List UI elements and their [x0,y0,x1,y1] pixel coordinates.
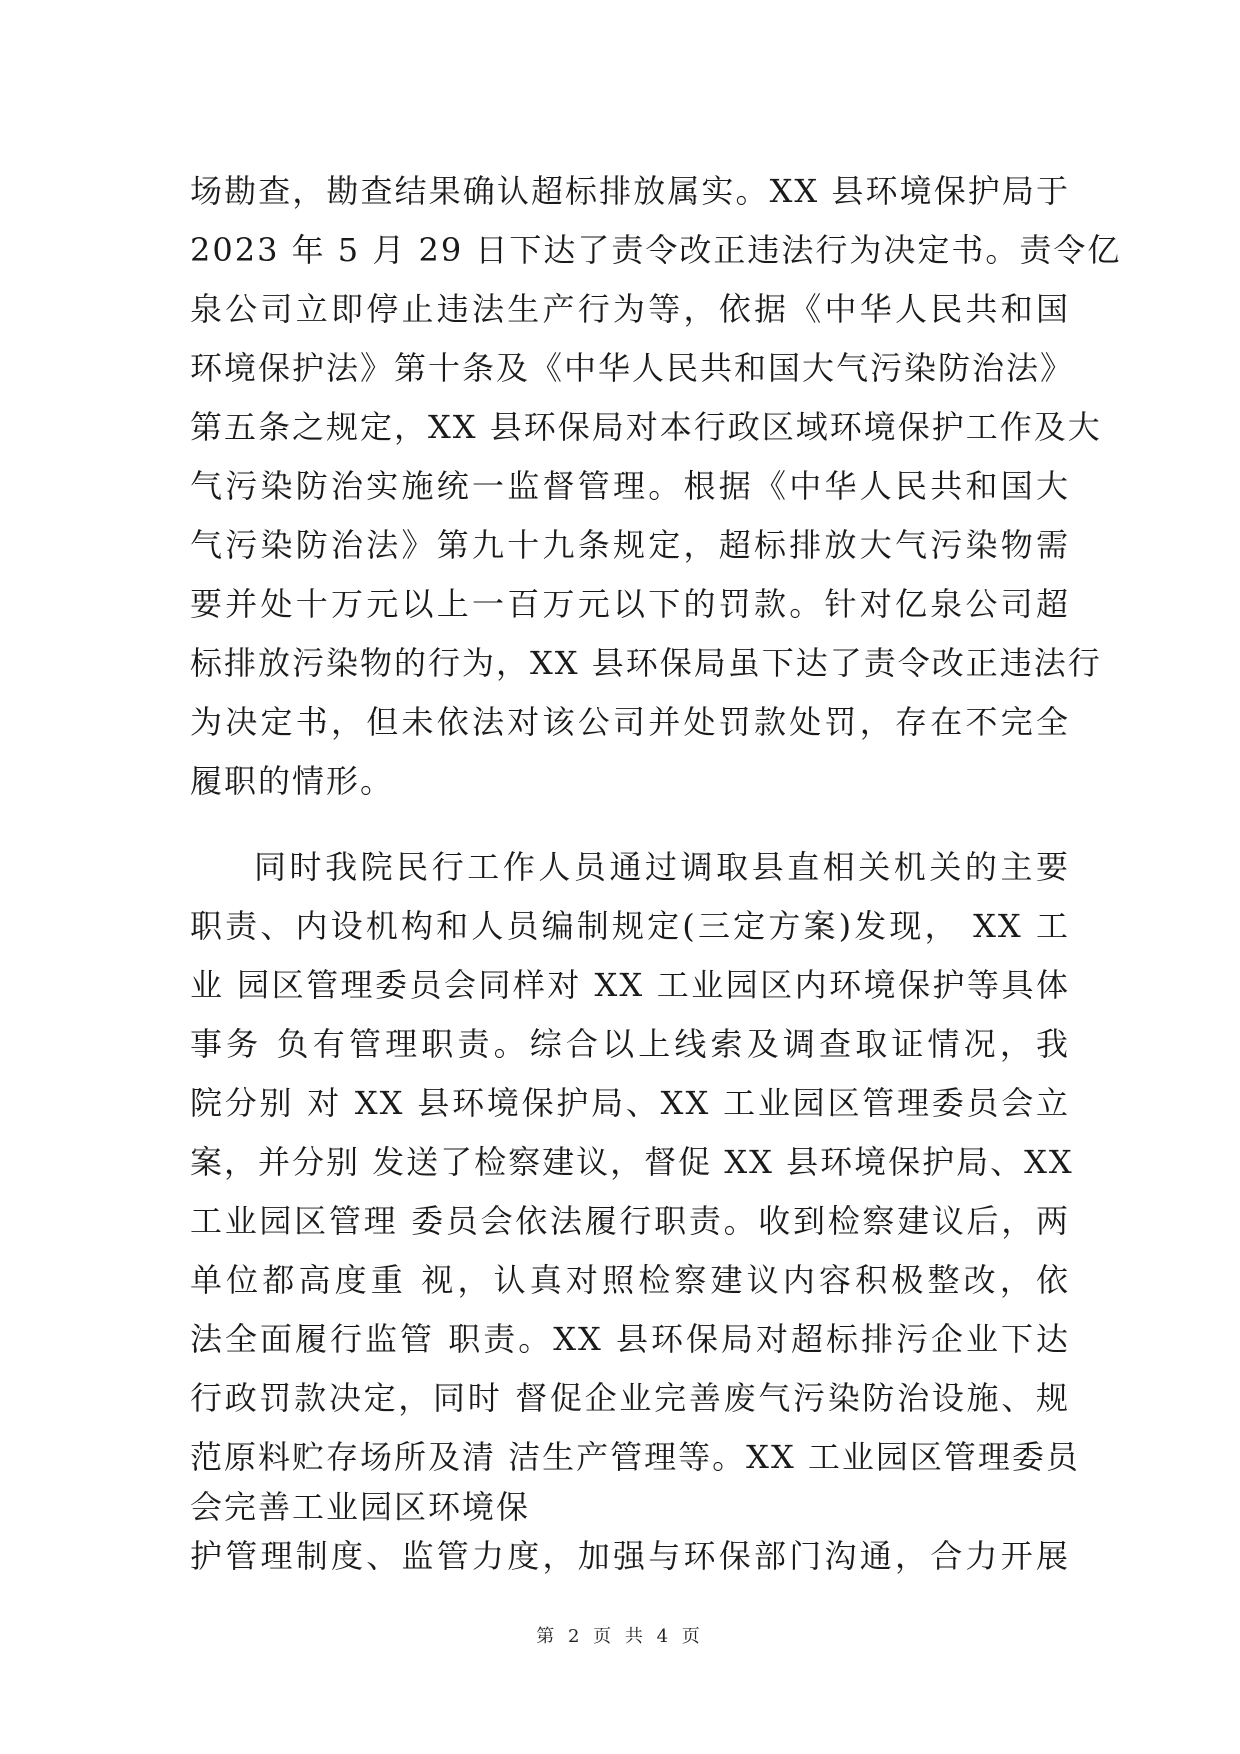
text-line: 为决定书，但未依法对该公司并处罚款处罚，存在不完全 [190,703,1070,741]
text-line: 案，并分别 发送了检察建议，督促 XX 县环境保护局、XX [190,1143,1074,1181]
text-line: 法全面履行监管 职责。XX 县环保局对超标排污企业下达 [190,1320,1070,1358]
text-line: 职责、内设机构和人员编制规定(三定方案)发现， XX 工 [190,907,1070,945]
text-line: 会完善工业园区环境保 [190,1488,531,1526]
text-line: 2023 年 5 月 29 日下达了责令改正违法行为决定书。责令亿 [190,231,1122,269]
text-line: 气污染防治法》第九十九条规定，超标排放大气污染物需 [190,526,1070,564]
text-line: 事务 负有管理职责。综合以上线索及调查取证情况，我 [190,1025,1070,1063]
paragraph-2 [190,838,1080,1586]
text-line: 护管理制度、监管力度，加强与环保部门沟通，合力开展 [190,1537,1070,1575]
text-line: 行政罚款决定，同时 督促企业完善废气污染防治设施、规 [190,1379,1070,1417]
page-number-footer: 第 2 页 共 4 页 [536,1626,704,1647]
text-line: 气污染防治实施统一监督管理。根据《中华人民共和国大 [190,467,1070,505]
paragraph-spacer [190,811,1070,838]
paragraph-1 [190,162,1122,811]
body-text [190,162,1122,1586]
text-line: 范原料贮存场所及清 洁生产管理等。XX 工业园区管理委员 [190,1438,1080,1476]
text-line: 环境保护法》第十条及《中华人民共和国大气污染防治法》 [190,349,1075,387]
text-line: 工业园区管理 委员会依法履行职责。收到检察建议后，两 [190,1202,1070,1240]
text-line: 场勘查，勘查结果确认超标排放属实。XX 县环境保护局于 [190,172,1070,210]
text-line: 履职的情形。 [190,762,395,800]
text-line: 单位都高度重 视，认真对照检察建议内容积极整改，依 [190,1261,1070,1299]
text-line: 院分别 对 XX 县环境保护局、XX 工业园区管理委员会立 [190,1084,1070,1122]
text-line: 要并处十万元以上一百万元以下的罚款。针对亿泉公司超 [190,585,1070,623]
text-line: 同时我院民行工作人员通过调取县直相关机关的主要 [254,848,1070,886]
text-line: 泉公司立即停止违法生产行为等，依据《中华人民共和国 [190,290,1070,328]
text-line: 业 园区管理委员会同样对 XX 工业园区内环境保护等具体 [190,966,1070,1004]
text-line: 标排放污染物的行为，XX 县环保局虽下达了责令改正违法行 [190,644,1102,682]
text-line: 第五条之规定，XX 县环保局对本行政区域环境保护工作及大 [190,408,1102,446]
